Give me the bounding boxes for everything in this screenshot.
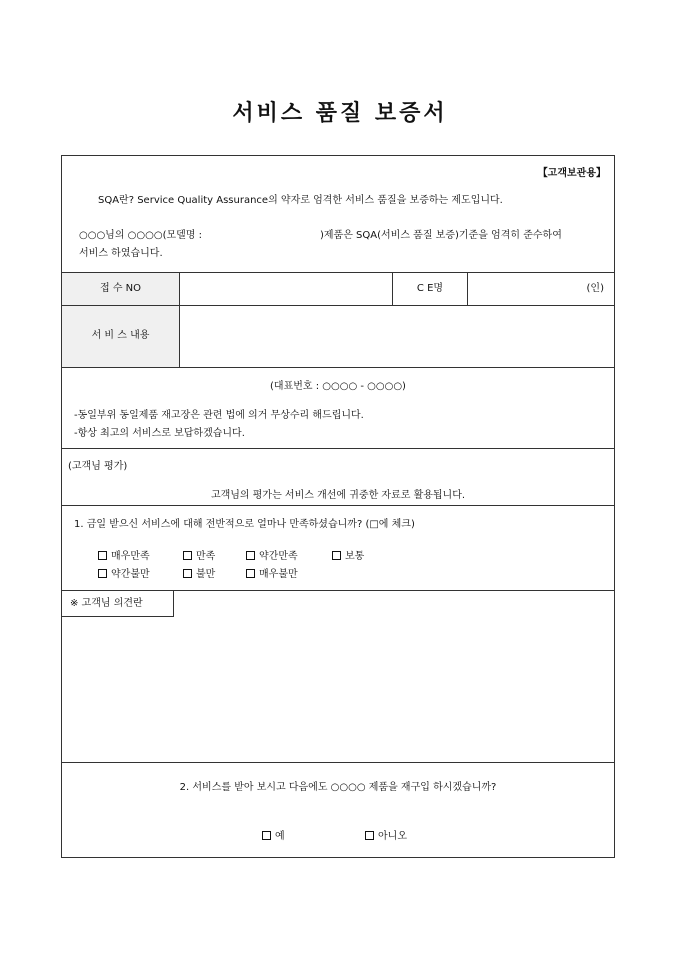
sqa-intro: SQA란? Service Quality Assurance의 약자로 엄격한 서비스 품질을 보증하는 제도입니다. [98, 195, 503, 206]
option-label: 매우불만 [259, 569, 298, 580]
option-label: 약간불만 [111, 569, 150, 580]
receipt-no-label: 접 수 NO [62, 273, 180, 305]
service-content-row [62, 306, 614, 368]
opinion-label: ※ 고객님 의견란 [62, 591, 174, 617]
option-very-satisfied[interactable] [98, 547, 150, 562]
statement-part-b: )제품은 SQA(서비스 품질 보증)기준을 엄격히 준수하여 [320, 230, 562, 241]
header-section [62, 156, 614, 273]
evaluation-desc: 고객님의 평가는 서비스 개선에 귀중한 자료로 활용됩니다. [210, 490, 466, 501]
service-content-field[interactable] [180, 306, 614, 367]
question-2-text: 2. 서비스를 받아 보시고 다음에도 ○○○○ 제품을 재구입 하시겠습니까? [179, 782, 497, 793]
checkbox-icon [246, 551, 255, 560]
checkbox-icon [262, 831, 271, 840]
statement-line-2: 서비스 하였습니다. [79, 248, 163, 259]
option-somewhat-satisfied[interactable] [246, 547, 298, 562]
option-label: 매우만족 [111, 551, 150, 562]
option-label: 약간만족 [259, 551, 298, 562]
representative-phone: (대표번호 : ○○○○ - ○○○○) [270, 381, 406, 392]
receipt-no-field[interactable] [180, 273, 393, 305]
checkbox-icon [98, 551, 107, 560]
option-label: 만족 [196, 551, 216, 562]
evaluation-section [62, 449, 614, 506]
ce-label: C E명 [393, 273, 468, 305]
option-somewhat-dissatisfied[interactable] [98, 565, 150, 580]
ce-field[interactable] [468, 273, 614, 305]
option-yes[interactable] [262, 827, 285, 842]
checkbox-icon [98, 569, 107, 578]
checkbox-icon [332, 551, 341, 560]
service-content-label: 서 비 스 내용 [62, 306, 180, 367]
option-dissatisfied[interactable] [183, 565, 215, 580]
notice-section [62, 368, 614, 449]
checkbox-icon [365, 831, 374, 840]
checkbox-icon [246, 569, 255, 578]
receipt-row [62, 273, 614, 306]
checkbox-icon [183, 569, 192, 578]
option-neutral[interactable] [332, 547, 364, 562]
option-no[interactable] [365, 827, 407, 842]
option-satisfied[interactable] [183, 547, 215, 562]
opinion-section [62, 591, 614, 763]
free-repair-notice: -동일부위 동일제품 재고장은 관련 법에 의거 무상수리 해드립니다. [74, 410, 364, 421]
question-1-text: 1. 금일 받으신 서비스에 대해 전반적으로 얼마나 만족하셨습니까? (□에 체크) [74, 519, 415, 530]
service-promise: -항상 최고의 서비스로 보답하겠습니다. [74, 428, 245, 439]
option-label: 예 [275, 831, 285, 842]
opinion-field[interactable] [62, 617, 614, 762]
warranty-form [61, 155, 615, 858]
seal-mark: (인) [586, 283, 604, 294]
statement-part-a: ○○○님의 ○○○○(모델명 : [79, 230, 203, 241]
copy-label: 【고객보관용】 [537, 168, 606, 179]
question-2-section [62, 763, 614, 857]
option-label: 아니오 [378, 831, 407, 842]
document-title: 서비스 품질 보증서 [232, 101, 448, 126]
evaluation-label: (고객님 평가) [68, 461, 128, 472]
option-label: 보통 [345, 551, 365, 562]
option-label: 불만 [196, 569, 216, 580]
checkbox-icon [183, 551, 192, 560]
question-1-section [62, 506, 614, 591]
option-very-dissatisfied[interactable] [246, 565, 298, 580]
